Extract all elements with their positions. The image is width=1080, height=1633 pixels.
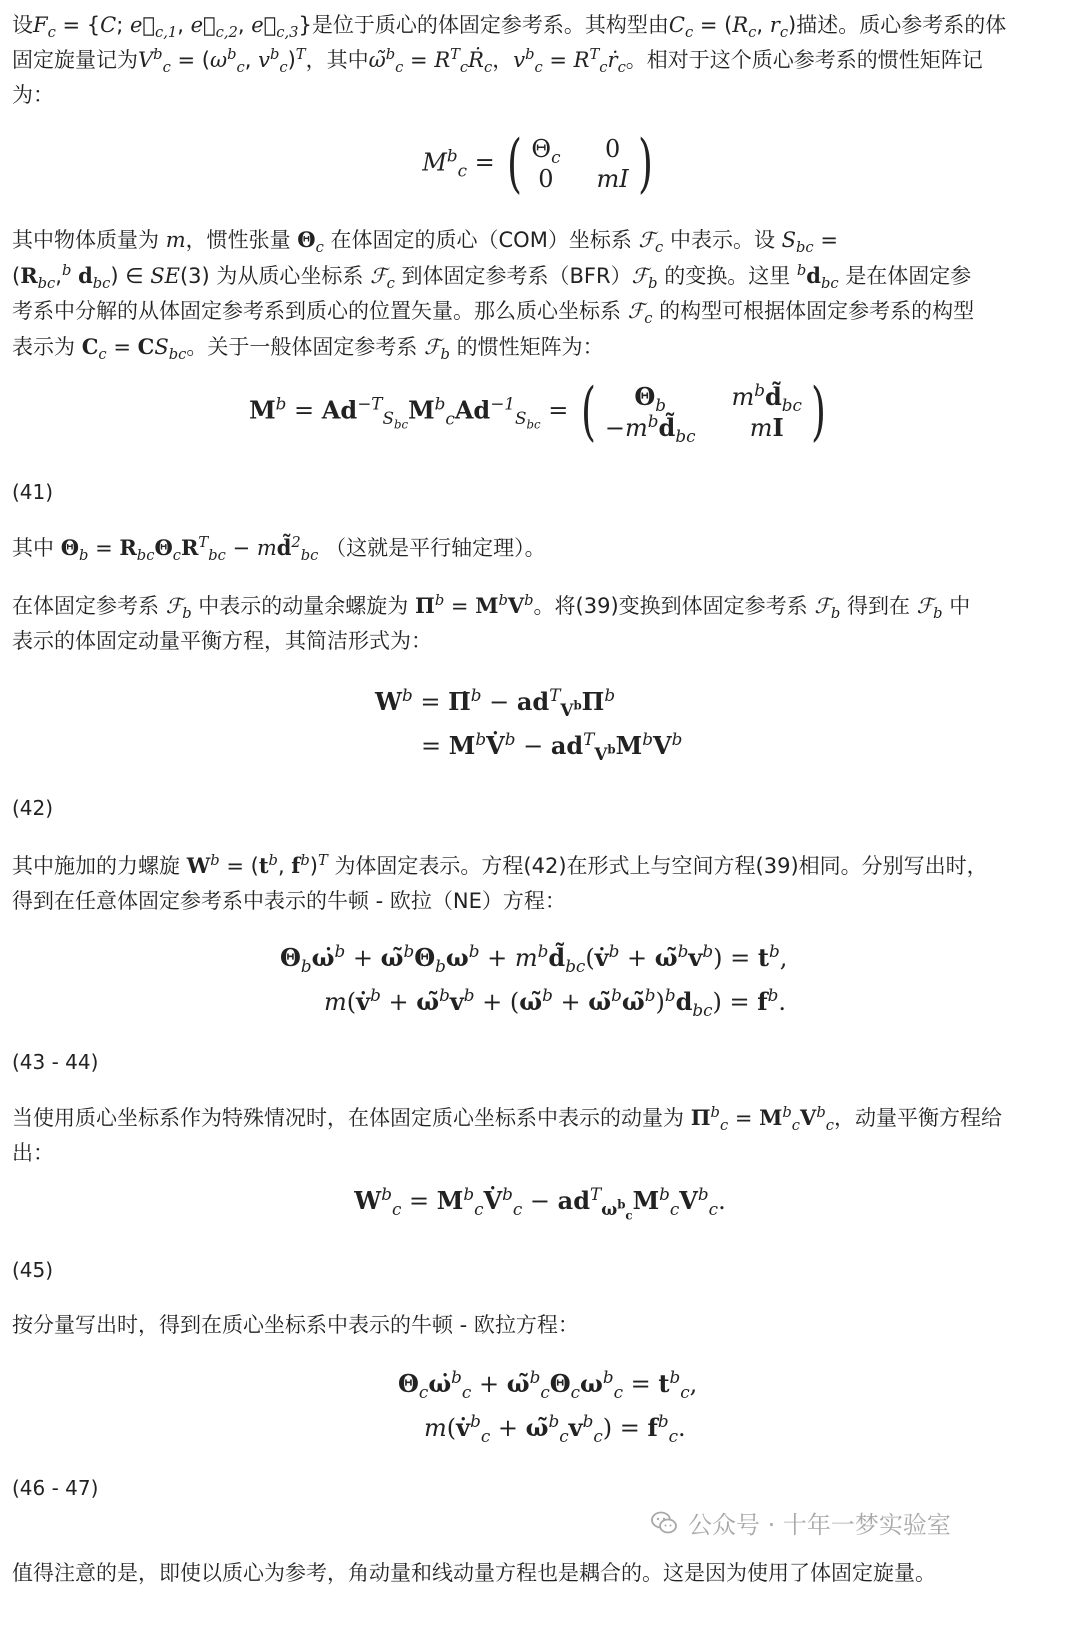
text-run: （这就是平行轴定理）。 xyxy=(325,536,546,560)
text-run: ，动量平衡方程给 xyxy=(833,1106,1002,1130)
text-run: 为从质心坐标系 xyxy=(216,264,364,288)
text-run: 其中物体质量为 xyxy=(12,228,159,252)
text-run: 在体固定的质心（COM）坐标系 xyxy=(330,228,632,252)
text-run: 的构型可根据体固定参考系的构型 xyxy=(659,299,975,323)
text-run: 其中施加的力螺旋 xyxy=(12,854,180,878)
equation-number: (43 - 44) xyxy=(12,1050,99,1074)
text-run: 的变换。这里 xyxy=(664,264,791,288)
paragraph-wrench: 其中施加的力螺旋 $W^b = (t^b$, $f^b)^T$ 为体固定表示。方程(42)在形式上与空间方程(39)相同。分别写出时， 得到在任意体固定参考系中表示的牛顿 - 欧拉（NE）方程： xyxy=(12,852,988,913)
equation-inertia-body: $M^b = Ad^{-T}_{S_{bc}}M^b_cAd^{-1}_{S_{bc}}$ = ( $\Theta_b$ $m^bd̃_{bc}$ $-m^bd̃_{bc}$ mI ) xyxy=(249,375,826,449)
text-run: 值得注意的是，即使以质心为参考，角动量和线动量方程也是耦合的。这是因为使用了体固定旋量。 xyxy=(12,1561,936,1585)
text-run: 。相对于这个质心参考系的惯性矩阵记 xyxy=(625,48,983,72)
text-run: 为体固定表示。方程(42)在形式上与空间方程(39)相同。分别写出时， xyxy=(334,854,988,878)
paragraph-com-momentum: 当使用质心坐标系作为特殊情况时，在体固定质心坐标系中表示的动量为 $\Pi^b_c = M^b_cV^b_c$，动量平衡方程给 出： xyxy=(12,1104,1002,1165)
text-run: 。将(39)变换到体固定参考系 xyxy=(533,594,808,618)
equation-momentum-balance-body: $W^b$ = Π̇$^b$ − $ad^T_{V^b}\Pi^b$ = $M^bV̇^b - ad^T_{V^b}M^bV^b$ xyxy=(375,685,683,764)
equation-number: (45) xyxy=(12,1258,54,1282)
paragraph-frame-definition: 设$F_c = \{C$; $e⃗_{c,1}$, $e⃗_{c,2}$, $e⃗_{c,3}$}是位于质心的体固定参考系。其构型由$C_c = (R_c$, $r_c$)描述。质心参考系的体 固定旋量记为$V^b_c = (\omega^b_c$, $v^b_c)^T$，其中ω̃$^b_c$ = $R^T_cṘ_c$，$v^b_c$ = $R^T_cṙ_c$。相对于这个质心参考系的惯性矩阵记 为： xyxy=(12,13,1007,107)
text-run: 表示的体固定动量平衡方程，其简洁形式为： xyxy=(12,629,432,653)
text-run: 到体固定参考系（BFR） xyxy=(401,264,632,288)
text-run: 在体固定参考系 xyxy=(12,594,159,618)
text-run: 考系中分解的从体固定参考系到质心的位置矢量。那么质心坐标系 xyxy=(12,299,621,323)
paragraph-component-form xyxy=(12,1308,1068,1343)
text-run: 得到在 xyxy=(846,594,910,618)
watermark-text: 公众号 · 十年一梦实验室 xyxy=(688,1511,951,1539)
text-run: 表示为 xyxy=(12,335,75,359)
text-run: 其中 xyxy=(12,536,54,560)
wechat-icon xyxy=(650,1509,678,1537)
text-run: ， xyxy=(492,48,514,72)
text-run: 是位于质心的体固定参考系。其构型由 xyxy=(311,13,669,37)
equation-inertia-com: $M^b_c$ = ( $\Theta_c$ 0 0 mI ) xyxy=(422,127,653,201)
equation-momentum-balance-com: $W^b_c$ = $M^b_cV̇^b_c - ad^T_{\omega^b_c}M^b_cV^b_c$. xyxy=(354,1184,726,1223)
paragraph-com-frame: 其中物体质量为 m，惯性张量 $\Theta_c$ 在体固定的质心（COM）坐标系 ℱ$_c$ 中表示。设 $S_{bc}$ = ($R_{bc},^b$ $d_{bc}$) ∈ SE(3) 为从质心坐标系 ℱ$_c$ 到体固定参考系（BFR）ℱ$_b$ 的变换。这里 $^bd_{bc}$ 是在体固定参 考系中分解的从体固定参考系到质心的位置矢量。那么质心坐标系 ℱ$_c$ 的构型可根据体固定参考系的构型 表示为 $C_c = CS_{bc}$。关于一般体固定参考系 ℱ$_b$ 的惯性矩阵为： xyxy=(12,227,975,364)
equation-newton-euler-body: $\Theta_b\omegȧ^b$ + $\omegã^b\Theta_b\omega^b$ + $m^bd̃_{bc}(v̇^b$ + $\omegã^bv^b) = t^b$, m(v̇$^b$ + $\omegã^bv^b$ + (ω̃$^b$ + $\omegã^b\omegã^b)^bd_{bc}) = f^b$. xyxy=(280,941,788,1020)
text-run: 中表示的动量余螺旋为 xyxy=(198,594,409,618)
text-run: ，惯性张量 xyxy=(185,228,291,252)
text-run: 按分量写出时，得到在质心坐标系中表示的牛顿 - 欧拉方程： xyxy=(12,1313,579,1337)
text-run: 中 xyxy=(949,594,971,618)
paragraph-coupling-note xyxy=(12,1556,1068,1591)
text-run: 设 xyxy=(12,13,33,37)
text-run: 描述。质心参考系的体 xyxy=(796,13,1007,37)
paragraph-momentum-cowrench: 在体固定参考系 ℱ$_b$ 中表示的动量余螺旋为 $\Pi^b = M^bV^b$。将(39)变换到体固定参考系 ℱ$_b$ 得到在 ℱ$_b$ 中 表示的体固定动量平衡方程，其简洁形式为： xyxy=(12,592,971,653)
text-run: 当使用质心坐标系作为特殊情况时，在体固定质心坐标系中表示的动量为 xyxy=(12,1106,684,1130)
text-run: 。关于一般体固定参考系 xyxy=(186,335,418,359)
text-run: 中表示。设 xyxy=(669,228,775,252)
equation-newton-euler-com: $\Theta_c\omegȧ^b_c$ + $\omegã^b_c\Theta_c\omega^b_c = t^b_c$, m(v̇$^b_c$ + $\omegã^b_cv^b_c) = f^b_c$. xyxy=(398,1367,698,1446)
watermark xyxy=(650,1505,951,1540)
equation-number: (41) xyxy=(12,480,54,504)
equation-number: (46 - 47) xyxy=(12,1476,99,1500)
text-run: ，其中 xyxy=(305,48,369,72)
paragraph-parallel-axis: 其中 $\Theta_b = R_{bc}\Theta_cR^T_{bc}$ − md̃$^2_{bc}$ （这就是平行轴定理）。 xyxy=(12,534,546,565)
text-run: 得到在任意体固定参考系中表示的牛顿 - 欧拉（NE）方程： xyxy=(12,889,566,913)
text-run: 的惯性矩阵为： xyxy=(456,335,604,359)
text-run: 固定旋量记为 xyxy=(12,48,138,72)
text-run: 是在体固定参 xyxy=(845,264,972,288)
text-run: 为： xyxy=(12,83,54,107)
equation-number: (42) xyxy=(12,796,54,820)
text-run: 出： xyxy=(12,1141,54,1165)
